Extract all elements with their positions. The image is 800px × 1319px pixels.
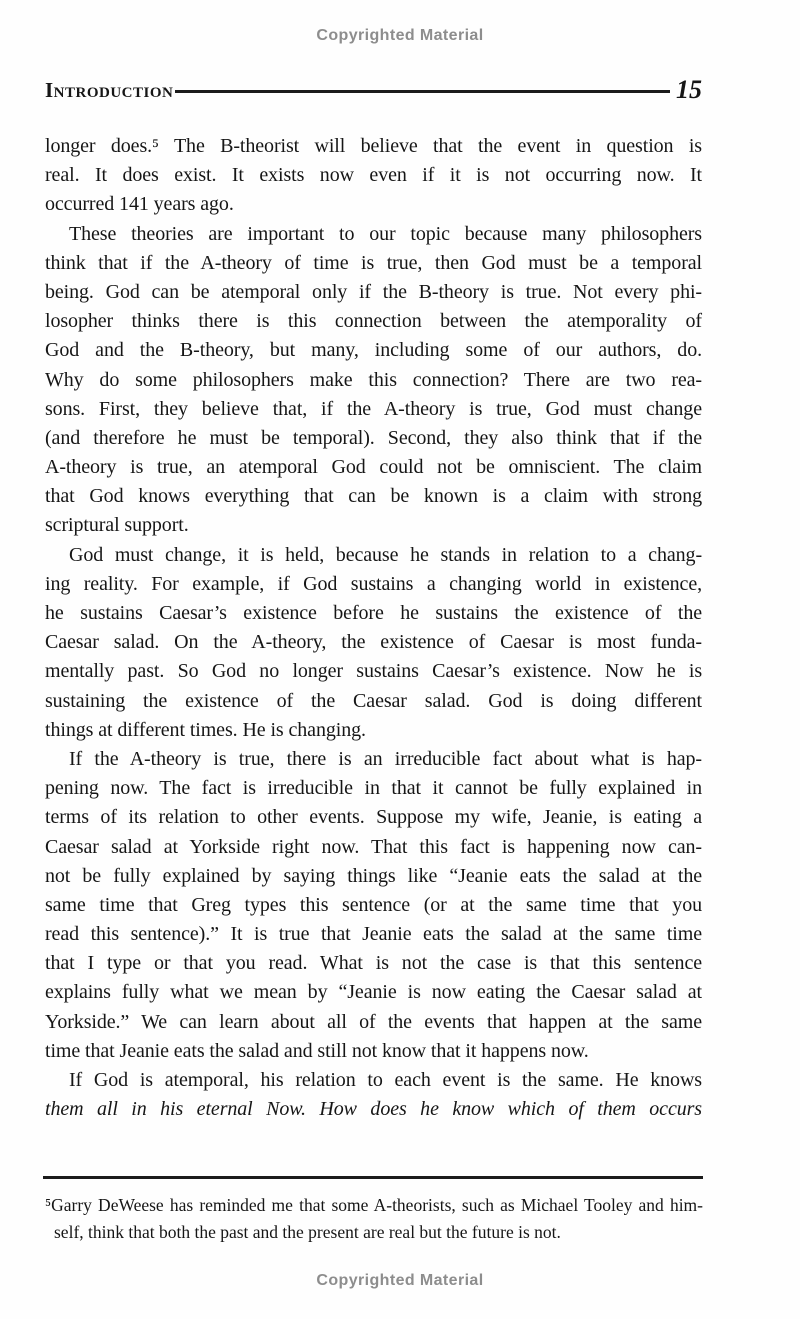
text-line: things at different times. He is changing.	[45, 718, 366, 741]
footnote	[45, 1192, 703, 1246]
text-line: read this sentence).” It is true that Jeanie eats the salad at the same time	[45, 923, 702, 946]
text-line: sons. First, they believe that, if the A-theory is true, God must change	[45, 397, 702, 420]
running-header	[45, 76, 702, 104]
text-line: think that if the A-theory of time is true, then God must be a temporal	[45, 251, 702, 274]
text-line: occurred 141 years ago.	[45, 193, 234, 216]
text-line: longer does.⁵ The B-theorist will believe that the event in question is	[45, 135, 702, 157]
text-line: God must change, it is held, because he stands in relation to a chang-	[69, 543, 702, 566]
text-line: These theories are important to our topic because many philosophers	[69, 222, 702, 245]
body-text	[45, 132, 702, 1124]
text-line: God and the B-theory, but many, including some of our authors, do.	[45, 339, 702, 362]
text-line: real. It does exist. It exists now even if it is not occurring now. It	[45, 164, 702, 187]
text-line: If the A-theory is true, there is an irreducible fact about what is hap-	[69, 747, 702, 770]
text-line: pening now. The fact is irreducible in that it cannot be fully explained in	[45, 777, 702, 800]
text-line: A-theory is true, an atemporal God could not be omniscient. The claim	[45, 456, 702, 479]
footnote-rule	[43, 1176, 703, 1179]
footnote-line: self, think that both the past and the present are real but the future is not.	[54, 1222, 561, 1242]
text-line: that God knows everything that can be known is a claim with strong	[45, 485, 702, 508]
copyright-notice-top: Copyrighted Material	[316, 27, 484, 44]
text-line: terms of its relation to other events. Suppose my wife, Jeanie, is eating a	[45, 806, 702, 829]
text-line: time that Jeanie eats the salad and still not know that it happens now.	[45, 1039, 589, 1062]
text-line: explains fully what we mean by “Jeanie is now eating the Caesar salad at	[45, 981, 702, 1004]
copyright-notice-bottom: Copyrighted Material	[316, 1272, 484, 1289]
text-line: them all in his eternal Now. How does he know which of them occurs	[45, 1098, 702, 1121]
text-line: Yorkside.” We can learn about all of the events that happen at the same	[45, 1010, 702, 1033]
text-line: scriptural support.	[45, 514, 189, 537]
text-line: losopher thinks there is this connection between the atemporality of	[45, 310, 702, 333]
text-line: not be fully explained by saying things like “Jeanie eats the salad at the	[45, 864, 702, 887]
text-line: Caesar salad at Yorkside right now. That this fact is happening now can-	[45, 835, 702, 858]
text-line: Caesar salad. On the A-theory, the existence of Caesar is most funda-	[45, 631, 702, 654]
header-rule	[175, 90, 670, 93]
text-line: (and therefore he must be temporal). Second, they also think that if the	[45, 426, 702, 449]
text-line: he sustains Caesar’s existence before he sustains the existence of the	[45, 602, 702, 624]
page-number: 15	[676, 75, 702, 104]
text-line: that I type or that you read. What is not the case is that this sentence	[45, 952, 702, 975]
text-line: sustaining the existence of the Caesar salad. God is doing different	[45, 689, 702, 712]
text-line: being. God can be atemporal only if the B-theory is true. Not every phi-	[45, 280, 702, 303]
footnote-line: ⁵Garry DeWeese has reminded me that some A-theorists, such as Michael Tooley and him-	[45, 1195, 703, 1215]
text-line: If God is atemporal, his relation to each event is the same. He knows	[69, 1069, 702, 1091]
text-line: mentally past. So God no longer sustains Caesar’s existence. Now he is	[45, 660, 702, 683]
text-line: same time that Greg types this sentence (or at the same time that you	[45, 893, 702, 916]
section-title: Introduction	[45, 77, 174, 102]
text-line: ing reality. For example, if God sustains a changing world in existence,	[45, 572, 702, 595]
text-line: Why do some philosophers make this connection? There are two rea-	[45, 368, 702, 391]
